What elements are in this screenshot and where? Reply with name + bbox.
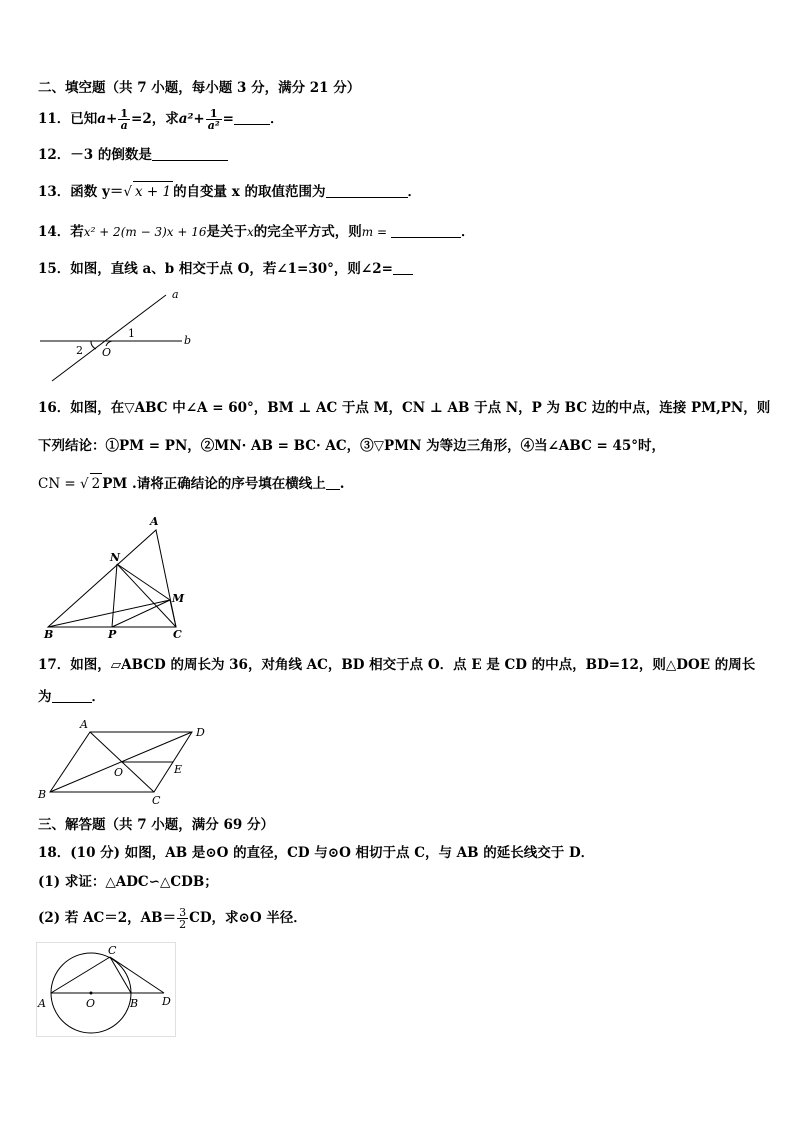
segment-cb (110, 957, 131, 993)
q16-figure (40, 514, 190, 642)
label-P: P (108, 628, 117, 641)
label-C: C (108, 944, 117, 957)
label-A: A (150, 515, 159, 528)
label-D: D (162, 995, 171, 1008)
question-14: 14．若x² + 2(m − 3)x + 16是关于x的完全平方式，则m = ． (38, 224, 475, 240)
label-O: O (86, 997, 96, 1010)
label-E: E (174, 763, 183, 776)
q18-figure (36, 942, 186, 1038)
label-1: 1 (128, 327, 135, 340)
question-12: 12．－3 的倒数是 (38, 145, 228, 165)
segment-bm (48, 600, 170, 627)
question-16-line2: 下列结论：①PM = PN，②MN· AB = BC· AC，③▽PMN 为等边三角形，④当∠ABC = 45°时， (38, 438, 666, 454)
fraction-1-over-a: $\frac{1}{a}$ (120, 107, 129, 132)
label-o: O (102, 346, 112, 359)
answer-blank[interactable] (391, 223, 461, 238)
label-A: A (38, 997, 46, 1010)
q17-figure (36, 716, 216, 808)
section-3-heading: 三、解答题（共 7 小题，满分 69 分） (38, 817, 274, 833)
question-15: 15．如图，直线 a、b 相交于点 O，若∠1=30°，则∠2= (38, 259, 413, 279)
answer-blank[interactable] (234, 110, 270, 125)
label-D: D (196, 726, 205, 739)
question-18-line1: 18．(10 分) 如图，AB 是⊙O 的直径，CD 与⊙O 相切于点 C，与 AB 的延长线交于 D． (38, 845, 595, 861)
section-2-heading: 二、填空题（共 7 小题，每小题 3 分，满分 21 分） (38, 80, 361, 96)
label-B: B (44, 628, 54, 641)
label-a: a (172, 288, 179, 301)
segment-pm (112, 600, 170, 627)
question-18-part1: (1) 求证：△ADC∽△CDB； (38, 874, 218, 890)
question-16-line3: CN = √ 2 PM .请将正确结论的序号填在横线上 . (38, 473, 344, 494)
label-N: N (110, 551, 121, 564)
label-B: B (38, 788, 47, 801)
question-17-line1: 17．如图，▱ABCD 的周长为 36，对角线 AC，BD 相交于点 O．点 E 是 CD 的中点，BD=12，则△DOE 的周长 (38, 657, 756, 673)
line-a (52, 295, 166, 381)
segment-ac (51, 957, 110, 993)
label-M: M (172, 592, 185, 605)
question-11: 11．已知a+ $\frac{1}{a}$ =2，求a²+ $\frac{1}{\text{a²}}$ = ． (38, 107, 284, 132)
segment-pn (112, 564, 117, 627)
q15-figure (36, 285, 196, 385)
question-17-line2: 为 ． (38, 689, 105, 705)
question-16-line1: 16．如图，在▽ABC 中∠A = 60°，BM ⊥ AC 于点 M，CN ⊥ AB 于点 N，P 为 BC 边的中点，连接 PM,PN，则 (38, 400, 771, 416)
answer-blank[interactable] (326, 183, 408, 198)
segment-cd (110, 957, 164, 993)
segment-cn (117, 564, 176, 627)
question-18-part2: (2) 若 AC＝2，AB＝ $\frac{3}{2}$ CD，求⊙O 半径． (38, 906, 307, 931)
question-13: 13．函数 y＝√ x + 1 的自变量 x 的取值范围为 ． (38, 181, 421, 202)
answer-blank[interactable] (326, 475, 340, 490)
fraction-3-over-2: $\frac{3}{2}$ (179, 906, 187, 931)
center-dot (90, 992, 93, 995)
segment-mn (117, 564, 170, 600)
answer-blank[interactable] (52, 688, 92, 703)
fraction-1-over-a2: $\frac{1}{\text{a²}}$ (207, 107, 220, 132)
label-O: O (114, 766, 124, 779)
answer-blank[interactable] (152, 146, 228, 161)
label-C: C (173, 628, 182, 641)
label-b: b (184, 334, 192, 347)
label-A: A (80, 718, 88, 731)
label-C: C (152, 794, 161, 807)
label-2: 2 (76, 344, 83, 357)
answer-blank[interactable] (393, 260, 413, 275)
label-B: B (130, 997, 139, 1010)
